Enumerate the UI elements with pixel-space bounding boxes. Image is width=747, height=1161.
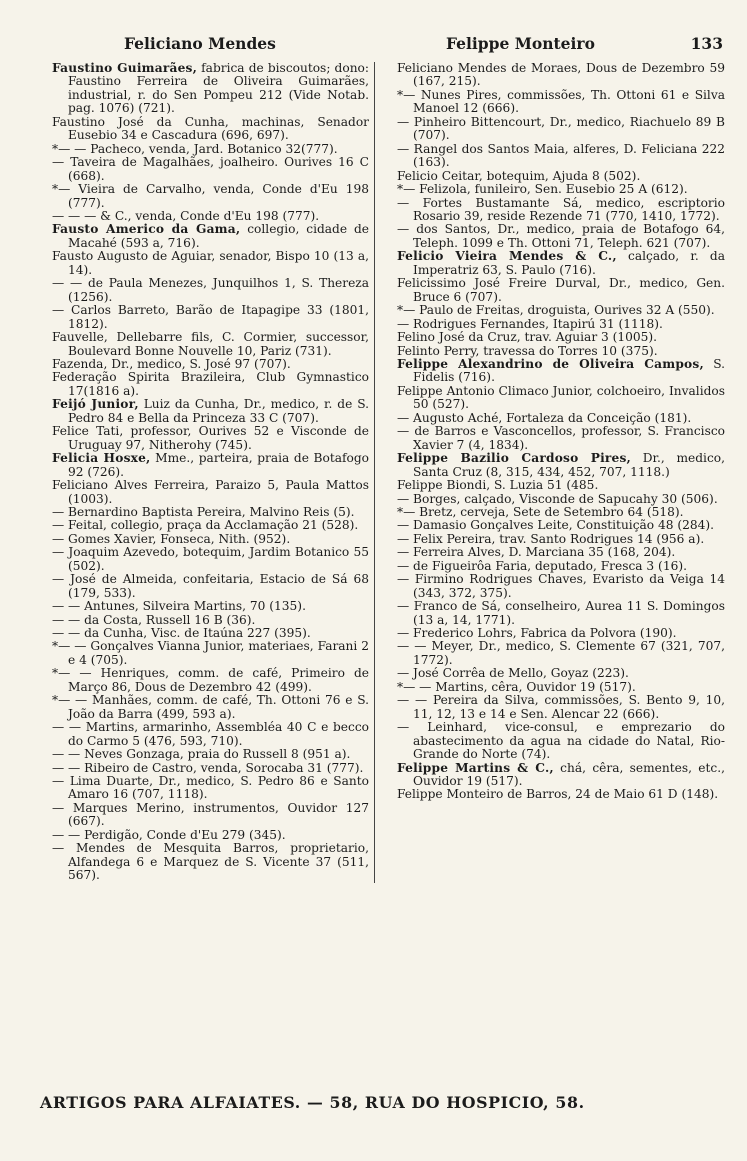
entry-text: — de Barros e Vasconcellos, professor, S. Francisco Xavier 7 (4, 1834). — [397, 424, 725, 452]
entry-text: — Mendes de Mesquita Barros, proprietario, Alfandega 6 e Marquez de S. Vicente 37 (511, 567). — [52, 841, 369, 883]
header-left-name: Feliciano Mendes — [124, 34, 276, 53]
entry-text: — Gomes Xavier, Fonseca, Nith. (952). — [52, 531, 291, 546]
entry-text: — Augusto Aché, Fortaleza da Conceição (181). — [397, 410, 692, 425]
entry-text: Faustino José da Cunha, machinas, Senador Eusebio 34 e Cascadura (696, 697). — [52, 114, 369, 143]
directory-entry — [52, 640, 369, 667]
entry-text: — Rangel dos Santos Maia, alferes, D. Feliciana 222 (163). — [397, 141, 725, 170]
entry-text: Feliciano Alves Ferreira, Paraizo 5, Paula Mattos (1003). — [52, 478, 369, 506]
directory-entry — [397, 116, 725, 143]
entry-text: collegio, cidade de Macahé (593 a, 716). — [68, 222, 369, 250]
directory-entry — [397, 560, 725, 573]
directory-entry — [397, 694, 725, 721]
directory-entry — [397, 506, 725, 519]
entry-text: *— — Manhães, comm. de café, Th. Ottoni 76 e S. João da Barra (499, 593 a). — [52, 693, 369, 721]
directory-entry — [397, 143, 725, 170]
entry-text: — — de Paula Menezes, Junquilhos 1, S. Thereza (1256). — [52, 276, 369, 304]
entry-text: *— Nunes Pires, commissões, Th. Ottoni 61 e Silva Manoel 12 (666). — [397, 87, 725, 116]
entry-text: calçado, r. da Imperatriz 63, S. Paulo (716). — [413, 249, 725, 277]
directory-entry — [397, 412, 725, 425]
directory-entry — [397, 519, 725, 532]
directory-entry — [397, 89, 725, 116]
entry-text: fabrica de biscoutos; dono: Faustino Ferreira de Oliveira Guimarães, industrial, r. do Sen Pompeu 212 (Vide Notab. pag. 1076) (721). — [68, 61, 369, 116]
directory-entry — [397, 170, 725, 183]
entry-text: — Frederico Lohrs, Fabrica da Polvora (190). — [397, 626, 677, 641]
entry-text: — Leinhard, vice-consul, e emprezario do abastecimento da agua na cidade do Natal, Rio-Grande do Norte (74). — [397, 720, 725, 762]
directory-entry — [52, 277, 369, 304]
entry-name-bold: Faustino Guimarães, — [52, 61, 198, 75]
entry-text: Felice Tati, professor, Ourives 52 e Visconde de Uruguay 97, Nitherohy (745). — [52, 424, 369, 452]
directory-entry — [52, 573, 369, 600]
entry-text: — — Martins, armarinho, Assembléa 40 C e becco do Carmo 5 (476, 593, 710). — [52, 720, 369, 748]
entry-text: — — Ribeiro de Castro, venda, Sorocaba 31 (777). — [52, 760, 364, 775]
entry-text: — Ferreira Alves, D. Marciana 35 (168, 204). — [397, 545, 676, 560]
entry-text: — — Meyer, Dr., medico, S. Clemente 67 (321, 707, 1772). — [397, 639, 725, 667]
directory-entry — [52, 614, 369, 627]
entry-text: — Damasio Gonçalves Leite, Constituição 48 (284). — [397, 518, 715, 533]
entry-name-bold: Felicia Hosxe, — [52, 451, 151, 466]
directory-entry — [52, 116, 369, 143]
entry-name-bold: Felippe Martins & C., — [397, 760, 554, 775]
entry-text: *— Felizola, funileiro, Sen. Eusebio 25 A (612). — [397, 182, 688, 197]
directory-entry — [52, 748, 369, 761]
directory-entry — [397, 304, 725, 317]
entry-text: Dr., medico, Santa Cruz (8, 315, 434, 452, 707, 1118.) — [413, 451, 725, 479]
entry-text: — José Corrêa de Mello, Goyaz (223). — [397, 666, 629, 681]
entry-text: *— Bretz, cerveja, Sete de Setembro 64 (518). — [397, 504, 684, 519]
entry-text: *— — Henriques, comm. de café, Primeiro de Março 86, Dous de Dezembro 42 (499). — [52, 666, 369, 694]
directory-entry — [397, 721, 725, 761]
directory-entry — [52, 183, 369, 210]
entry-text: — dos Santos, Dr., medico, praia de Botafogo 64, Teleph. 1099 e Th. Ottoni 71, Teleph. 621 (707). — [397, 222, 725, 250]
entry-text: — Felix Pereira, trav. Santo Rodrigues 14 (956 a). — [397, 531, 705, 546]
entry-text: — Firmino Rodrigues Chaves, Evaristo da Veiga 14 (343, 372, 375). — [397, 572, 725, 600]
entry-text: Felippe Biondi, S. Luzia 51 (485. — [397, 478, 599, 493]
directory-entry — [397, 640, 725, 667]
entry-text: Fausto Augusto de Aguiar, senador, Bispo 10 (13 a, 14). — [52, 249, 369, 277]
directory-entry — [397, 385, 725, 412]
running-header — [52, 34, 725, 58]
entry-text: Mme., parteira, praia de Botafogo 92 (726). — [68, 451, 369, 479]
directory-entry — [52, 627, 369, 640]
footer-advertisement: ARTIGOS PARA ALFAIATES. — 58, RUA DO HOSPICIO, 58. — [40, 1093, 585, 1112]
directory-entry — [397, 762, 725, 789]
directory-entry — [52, 829, 369, 842]
entry-text: Fazenda, Dr., medico, S. José 97 (707). — [52, 356, 291, 371]
entry-text: Federação Spirita Brazileira, Club Gymnastico 17(1816 a). — [52, 370, 369, 398]
directory-entry — [52, 479, 369, 506]
directory-entry — [397, 197, 725, 224]
directory-entry — [52, 802, 369, 829]
entry-name-bold: Felicio Vieira Mendes & C., — [397, 249, 617, 264]
entry-text: Felippe Monteiro de Barros, 24 de Maio 61 D (148). — [397, 787, 719, 802]
entry-text: — — Perdigão, Conde d'Eu 279 (345). — [52, 827, 286, 842]
entry-text: — José de Almeida, confeitaria, Estacio de Sá 68 (179, 533). — [52, 572, 369, 600]
entry-text: — — Antunes, Silveira Martins, 70 (135). — [52, 599, 306, 614]
directory-entry — [397, 788, 725, 801]
directory-entry — [397, 223, 725, 250]
directory-entry — [397, 546, 725, 559]
directory-entry — [52, 533, 369, 546]
directory-entry — [397, 183, 725, 196]
directory-entry — [52, 519, 369, 532]
entry-name-bold: Felippe Bazilio Cardoso Pires, — [397, 451, 631, 466]
entry-text: — Borges, calçado, Visconde de Sapucahy 30 (506). — [397, 491, 718, 506]
directory-entry — [52, 371, 369, 398]
entry-text: S. Fidelis (716). — [413, 356, 725, 385]
directory-entry — [52, 250, 369, 277]
directory-entry — [397, 667, 725, 680]
entry-text: — Pinheiro Bittencourt, Dr., medico, Riachuelo 89 B (707). — [397, 114, 725, 143]
entry-text: Fauvelle, Dellebarre fils, C. Cormier, successor, Boulevard Bonne Nouvelle 10, Pariz (731). — [52, 330, 369, 358]
entry-text: — Carlos Barreto, Barão de Itapagipe 33 (1801, 1812). — [52, 303, 369, 331]
entry-name-bold: Fausto Americo da Gama, — [52, 222, 241, 237]
entry-text: *— Paulo de Freitas, droguista, Ourives 32 A (550). — [397, 303, 715, 318]
entry-text: — de Figueirôa Faria, deputado, Fresca 3 (16). — [397, 558, 687, 573]
directory-entry — [52, 452, 369, 479]
entry-text: Feliciano Mendes de Moraes, Dous de Dezembro 59 (167, 215). — [397, 61, 725, 89]
directory-entry — [397, 277, 725, 304]
entry-name-bold: Felippe Alexandrino de Oliveira Campos, — [397, 356, 704, 371]
directory-entry — [52, 694, 369, 721]
entry-name-bold: Feijó Junior, — [52, 397, 139, 412]
directory-entry — [397, 573, 725, 600]
directory-entry — [52, 775, 369, 802]
directory-entry — [52, 156, 369, 183]
directory-entry — [397, 425, 725, 452]
directory-entry — [397, 533, 725, 546]
directory-entry — [52, 358, 369, 371]
entry-text: — Bernardino Baptista Pereira, Malvino Reis (5). — [52, 504, 355, 519]
directory-entry — [52, 143, 369, 156]
two-column-listing — [52, 62, 725, 883]
entry-text: Felippe Antonio Climaco Junior, colchoeiro, Invalidos 50 (527). — [397, 383, 725, 412]
entry-text: — — — & C., venda, Conde d'Eu 198 (777). — [52, 208, 320, 223]
entry-text: *— — Pacheco, venda, Jard. Botanico 32(777). — [52, 141, 338, 156]
directory-entry — [397, 600, 725, 627]
directory-entry — [52, 506, 369, 519]
directory-entry — [52, 546, 369, 573]
page-number: 133 — [690, 34, 723, 53]
entry-text: — Fortes Bustamante Sá, medico, escriptorio Rosario 39, reside Rezende 71 (770, 1410, 1772). — [397, 195, 725, 223]
directory-entry — [52, 721, 369, 748]
directory-entry — [52, 331, 369, 358]
directory-entry — [52, 223, 369, 250]
entry-text: — Lima Duarte, Dr., medico, S. Pedro 86 e Santo Amaro 16 (707, 1118). — [52, 774, 369, 802]
entry-text: — — da Cunha, Visc. de Itaúna 227 (395). — [52, 626, 311, 641]
entry-text: — — da Costa, Russell 16 B (36). — [52, 612, 256, 627]
entry-text: *— — Gonçalves Vianna Junior, materiaes, Farani 2 e 4 (705). — [52, 639, 369, 667]
entry-text: Felino José da Cruz, trav. Aguiar 3 (1005). — [397, 330, 658, 345]
entry-text: — — Pereira da Silva, commissões, S. Bento 9, 10, 11, 12, 13 e 14 e Sen. Alencar 22 (666). — [397, 693, 725, 721]
directory-entry — [397, 681, 725, 694]
directory-entry — [397, 331, 725, 344]
entry-text: — Taveira de Magalhães, joalheiro. Ourives 16 C (668). — [52, 155, 369, 183]
directory-entry — [52, 62, 369, 116]
entry-text: Felicissimo José Freire Durval, Dr., medico, Gen. Bruce 6 (707). — [397, 276, 725, 304]
directory-entry — [397, 479, 725, 492]
entry-text: *— Vieira de Carvalho, venda, Conde d'Eu 198 (777). — [52, 182, 369, 210]
entry-text: — — Neves Gonzaga, praia do Russell 8 (951 a). — [52, 747, 351, 762]
directory-entry — [397, 627, 725, 640]
directory-entry — [52, 398, 369, 425]
entry-text: — Marques Merino, instrumentos, Ouvidor 127 (667). — [52, 800, 369, 829]
directory-entry — [397, 358, 725, 385]
right-column — [397, 62, 725, 883]
entry-text: — Feital, collegio, praça da Acclamação 21 (528). — [52, 518, 359, 533]
directory-entry — [52, 304, 369, 331]
entry-text: — Rodrigues Fernandes, Itapirú 31 (1118). — [397, 316, 663, 331]
left-column — [52, 62, 375, 883]
directory-entry — [52, 667, 369, 694]
entry-text: Luiz da Cunha, Dr., medico, r. de S. Pedro 84 e Bella da Princeza 33 C (707). — [68, 397, 370, 425]
header-right-name: Felippe Monteiro — [446, 34, 595, 53]
entry-text: chá, cêra, sementes, etc., Ouvidor 19 (517). — [413, 760, 725, 789]
directory-entry — [397, 452, 725, 479]
entry-text: — Joaquim Azevedo, botequim, Jardim Botanico 55 (502). — [52, 545, 369, 573]
directory-entry — [397, 250, 725, 277]
directory-entry — [397, 345, 725, 358]
entry-text: Felinto Perry, travessa do Torres 10 (375). — [397, 343, 658, 358]
directory-entry — [52, 762, 369, 775]
entry-text: Felicio Ceitar, botequim, Ajuda 8 (502). — [397, 168, 641, 183]
directory-entry — [397, 493, 725, 506]
directory-entry — [397, 318, 725, 331]
directory-entry — [397, 62, 725, 89]
directory-entry — [52, 600, 369, 613]
entry-text: — Franco de Sá, conselheiro, Aurea 11 S. Domingos (13 a, 14, 1771). — [397, 599, 725, 627]
directory-entry — [52, 210, 369, 223]
entry-text: *— — Martins, cêra, Ouvidor 19 (517). — [397, 679, 636, 694]
directory-entry — [52, 842, 369, 882]
directory-entry — [52, 425, 369, 452]
